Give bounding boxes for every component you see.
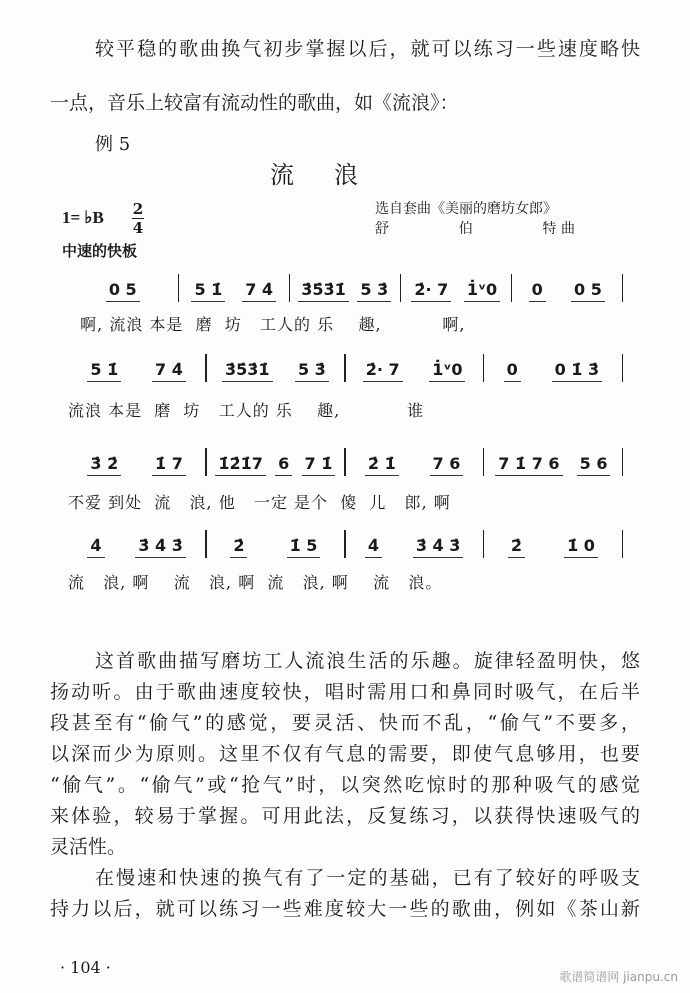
intro-line: 一点，音乐上较富有流动性的歌曲，如《流浪》： <box>50 92 459 114</box>
composer-part: 舒 <box>375 221 389 237</box>
note-group: 2̇· 7 <box>363 360 403 382</box>
measure <box>290 280 400 302</box>
text-line: 扬动听。由于歌曲速度较快，唱时需用口和鼻同时吸气，在后半 <box>50 681 640 703</box>
text-line: “偷气”。“偷气”或“抢气”时，以突然吃惊时的那种吸气的感觉 <box>50 774 640 796</box>
score-line <box>68 528 623 558</box>
note-group: 1̇ᵛ0 <box>464 280 500 302</box>
meter-top: 2 <box>132 200 144 218</box>
measure <box>484 454 621 476</box>
score-line <box>68 352 623 382</box>
note-group: 2̇ <box>230 536 247 558</box>
barline <box>622 274 624 302</box>
text-line: 在慢速和快速的换气有了一定的基础，已有了较好的呼吸支 <box>95 867 640 889</box>
note-group: 1̇ 5 <box>287 536 321 558</box>
note-group: 0 5 <box>571 280 605 302</box>
note-group: 6 <box>275 454 292 476</box>
measure <box>484 536 621 558</box>
note-group: 3̇ 4̇ 3̇ <box>135 536 186 558</box>
note-group: 2̇ <box>508 536 525 558</box>
text-line: 持力以后，就可以练习一些难度较大一些的歌曲，例如《茶山新 <box>50 898 640 920</box>
note-group: 7 1̇ 7 6 <box>495 454 562 476</box>
note-group: 0 1̇ 3̇ <box>552 360 603 382</box>
measure <box>207 454 344 476</box>
note-group: 1̇ᵛ0 <box>429 360 465 382</box>
note-group: 7 1̇ <box>302 454 336 476</box>
score-line <box>68 446 623 476</box>
measure <box>68 360 205 382</box>
note-group: 2̇· 7 <box>411 280 451 302</box>
measure <box>207 360 344 382</box>
text-line: 以深而少为原则。这里不仅有气息的需要，即使气息够用，也要 <box>50 743 640 765</box>
note-group: 5 3̇ <box>357 280 391 302</box>
measure <box>179 280 289 302</box>
note-group: 3̇ 4̇ 3̇ <box>413 536 464 558</box>
note-group: 1̇ 7 <box>152 454 186 476</box>
measure <box>346 454 483 476</box>
note-group: 7 6 <box>430 454 464 476</box>
composer <box>375 218 575 238</box>
meter-bottom: 4 <box>132 219 144 237</box>
note-group: 7 4̇ <box>152 360 186 382</box>
lyrics-line: 不爱 到处 流 浪, 他 一定 是个 傻 儿 郎, 啊 <box>68 493 451 512</box>
note-group: 1̇ 0 <box>564 536 598 558</box>
measure <box>68 454 205 476</box>
note-group: 5 1̇ <box>87 360 121 382</box>
note-group: 1̇2̇1̇7 <box>215 454 266 476</box>
lyrics-line: 流 浪, 啊 流 浪, 啊 流 浪, 啊 流 浪。 <box>68 573 443 592</box>
watermark: 歌谱简谱网 jianpu.cn <box>559 970 678 984</box>
lyrics-line: 流浪 本是 磨 坊 工人的 乐 趣, 谁 <box>68 401 425 420</box>
measure <box>346 360 483 382</box>
barline <box>622 530 624 558</box>
note-group: 5 6 <box>577 454 611 476</box>
song-title: 流浪 <box>270 161 398 189</box>
tempo-marking: 中速的快板 <box>62 242 138 260</box>
composer-part: 伯 <box>458 221 473 237</box>
measure <box>512 280 622 302</box>
key-signature: 1= ♭B <box>62 208 104 227</box>
measure <box>484 360 621 382</box>
note-group: 0 <box>529 280 546 302</box>
measure <box>401 280 511 302</box>
measure <box>346 536 483 558</box>
time-signature <box>132 200 144 237</box>
text-line: 段甚至有“偷气”的感觉，要灵活、快而不乱，“偷气”不要多， <box>50 712 640 734</box>
song-source: 选自套曲《美丽的磨坊女郎》 <box>375 201 557 217</box>
page-number: · 104 · <box>60 958 111 977</box>
note-group: 3̇5̇3̇1̇ <box>222 360 273 382</box>
text-line: 这首歌曲描写磨坊工人流浪生活的乐趣。旋律轻盈明快，悠 <box>95 650 640 672</box>
score-line <box>68 272 623 302</box>
text-line: 来体验，较易于掌握。可用此法，反复练习，以获得快速吸气的 <box>50 805 640 827</box>
measure <box>68 536 205 558</box>
measure <box>68 280 178 302</box>
note-group: 0 5 <box>106 280 140 302</box>
note-group: 2̇ 1̇ <box>365 454 399 476</box>
measure <box>207 536 344 558</box>
lyrics-line: 啊, 流浪 本是 磨 坊 工人的 乐 趣, 啊, <box>68 315 466 334</box>
note-group: 4̇ <box>87 536 104 558</box>
note-group: 4̇ <box>365 536 382 558</box>
barline <box>622 354 624 382</box>
example-label: 例 5 <box>95 134 131 155</box>
intro-line: 较平稳的歌曲换气初步掌握以后，就可以练习一些速度略快 <box>95 38 640 60</box>
text-line: 灵活性。 <box>50 836 127 858</box>
note-group: 3̇5̇3̇1̇ <box>298 280 349 302</box>
barline <box>622 448 624 476</box>
note-group: 5 1̇ <box>191 280 225 302</box>
note-group: 7 4̇ <box>242 280 276 302</box>
note-group: 5 3̇ <box>295 360 329 382</box>
note-group: 3̇ 2̇ <box>87 454 121 476</box>
composer-part: 特 曲 <box>542 221 575 237</box>
note-group: 0 <box>504 360 521 382</box>
